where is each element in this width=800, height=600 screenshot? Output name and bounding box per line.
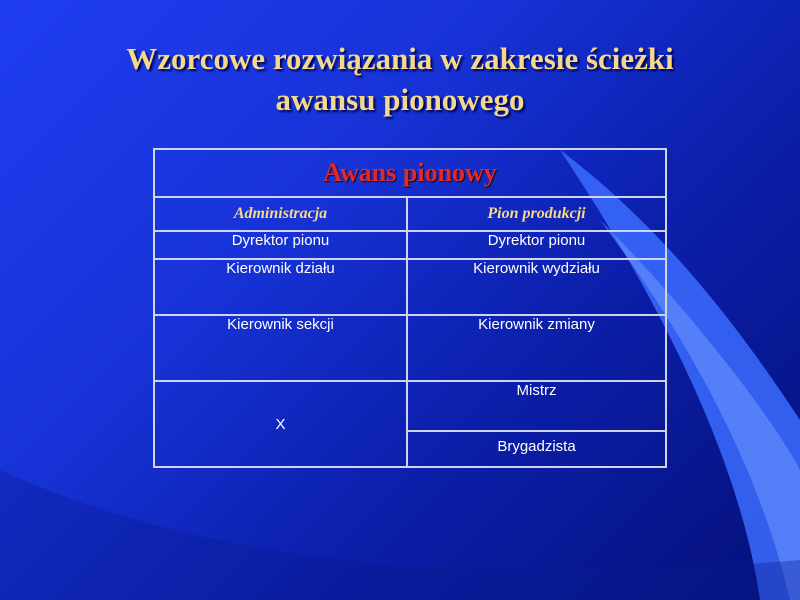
column-header-administration: Administracja <box>154 197 407 231</box>
table-cell: Kierownik zmiany <box>407 315 666 381</box>
table-cell: Dyrektor pionu <box>407 231 666 259</box>
table-cell: Brygadzista <box>407 431 666 467</box>
table-row <box>154 381 666 431</box>
slide-title <box>40 38 760 120</box>
slide-title-line-2: awansu pionowego <box>275 82 525 117</box>
table-row <box>154 231 666 259</box>
table-row <box>154 259 666 315</box>
table-cell: Kierownik działu <box>154 259 407 315</box>
column-header-production: Pion produkcji <box>407 197 666 231</box>
table-cell: Mistrz <box>407 381 666 431</box>
table-cell-x: X <box>154 381 407 467</box>
table-cell: Dyrektor pionu <box>154 231 407 259</box>
table-cell: Kierownik wydziału <box>407 259 666 315</box>
table-header: Awans pionowy <box>154 149 666 197</box>
slide-title-line-1: Wzorcowe rozwiązania w zakresie ścieżki <box>126 41 674 76</box>
career-path-table <box>153 148 667 468</box>
table-row <box>154 315 666 381</box>
table-cell: Kierownik sekcji <box>154 315 407 381</box>
